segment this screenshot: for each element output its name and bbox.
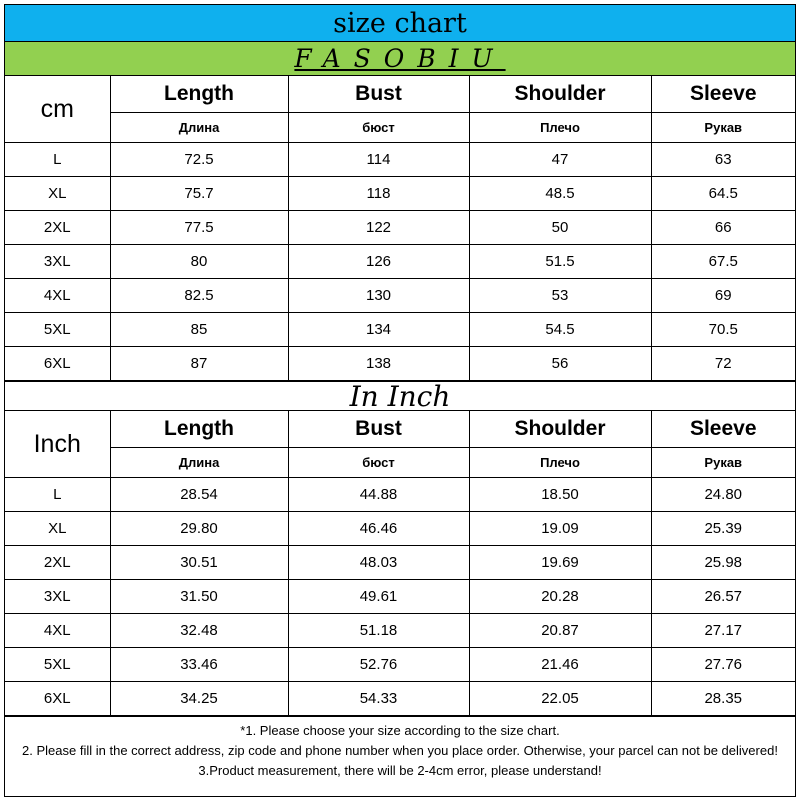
table-row xyxy=(5,614,795,648)
col-header-sleeve-ru: Рукав xyxy=(651,113,795,143)
table-row xyxy=(5,177,795,211)
length-value: 75.7 xyxy=(110,177,288,211)
length-value: 28.54 xyxy=(110,478,288,512)
unit-label-cm: cm xyxy=(5,76,110,143)
sleeve-value: 25.39 xyxy=(651,512,795,546)
sleeve-value: 24.80 xyxy=(651,478,795,512)
shoulder-value: 18.50 xyxy=(469,478,651,512)
bust-value: 54.33 xyxy=(288,682,469,716)
length-value: 72.5 xyxy=(110,143,288,177)
inch-size-table xyxy=(5,411,795,716)
length-value: 82.5 xyxy=(110,279,288,313)
length-value: 80 xyxy=(110,245,288,279)
bust-value: 118 xyxy=(288,177,469,211)
length-value: 29.80 xyxy=(110,512,288,546)
col-header-length: Length xyxy=(110,411,288,448)
size-label: 3XL xyxy=(5,245,110,279)
table-row xyxy=(5,478,795,512)
length-value: 34.25 xyxy=(110,682,288,716)
bust-value: 48.03 xyxy=(288,546,469,580)
bust-value: 52.76 xyxy=(288,648,469,682)
sleeve-value: 27.76 xyxy=(651,648,795,682)
size-label: XL xyxy=(5,177,110,211)
shoulder-value: 51.5 xyxy=(469,245,651,279)
table-row xyxy=(5,546,795,580)
size-label: 5XL xyxy=(5,313,110,347)
table-row xyxy=(5,347,795,381)
shoulder-value: 47 xyxy=(469,143,651,177)
col-header-length-ru: Длина xyxy=(110,448,288,478)
inch-section-title: In Inch xyxy=(5,381,795,411)
col-header-length-ru: Длина xyxy=(110,113,288,143)
length-value: 87 xyxy=(110,347,288,381)
shoulder-value: 56 xyxy=(469,347,651,381)
length-value: 77.5 xyxy=(110,211,288,245)
table-row xyxy=(5,682,795,716)
shoulder-value: 53 xyxy=(469,279,651,313)
size-label: 6XL xyxy=(5,682,110,716)
cm-size-table xyxy=(5,76,795,381)
table-row xyxy=(5,512,795,546)
sleeve-value: 27.17 xyxy=(651,614,795,648)
size-label: 2XL xyxy=(5,546,110,580)
col-header-shoulder: Shoulder xyxy=(469,411,651,448)
col-header-sleeve: Sleeve xyxy=(651,411,795,448)
shoulder-value: 20.28 xyxy=(469,580,651,614)
col-header-shoulder-ru: Плечо xyxy=(469,448,651,478)
shoulder-value: 48.5 xyxy=(469,177,651,211)
brand-name: FASOBIU xyxy=(5,42,795,76)
sleeve-value: 28.35 xyxy=(651,682,795,716)
shoulder-value: 22.05 xyxy=(469,682,651,716)
col-header-bust-ru: бюст xyxy=(288,448,469,478)
note-item: 3.Product measurement, there will be 2-4cm error, please understand! xyxy=(198,763,602,778)
col-header-sleeve-ru: Рукав xyxy=(651,448,795,478)
bust-value: 130 xyxy=(288,279,469,313)
bust-value: 134 xyxy=(288,313,469,347)
bust-value: 49.61 xyxy=(288,580,469,614)
length-value: 32.48 xyxy=(110,614,288,648)
size-label: 4XL xyxy=(5,614,110,648)
table-row xyxy=(5,313,795,347)
size-label: L xyxy=(5,478,110,512)
table-row xyxy=(5,245,795,279)
sleeve-value: 25.98 xyxy=(651,546,795,580)
sleeve-value: 72 xyxy=(651,347,795,381)
size-label: L xyxy=(5,143,110,177)
length-value: 85 xyxy=(110,313,288,347)
sleeve-value: 63 xyxy=(651,143,795,177)
sleeve-value: 64.5 xyxy=(651,177,795,211)
note-item: *1. Please choose your size according to the size chart. xyxy=(240,723,560,738)
col-header-bust-ru: бюст xyxy=(288,113,469,143)
col-header-bust: Bust xyxy=(288,411,469,448)
table-row xyxy=(5,580,795,614)
size-label: 4XL xyxy=(5,279,110,313)
table-row xyxy=(5,143,795,177)
size-chart xyxy=(4,4,796,797)
col-header-length: Length xyxy=(110,76,288,113)
shoulder-value: 19.09 xyxy=(469,512,651,546)
col-header-shoulder: Shoulder xyxy=(469,76,651,113)
unit-label-inch: Inch xyxy=(5,411,110,478)
table-row xyxy=(5,279,795,313)
bust-value: 46.46 xyxy=(288,512,469,546)
sleeve-value: 69 xyxy=(651,279,795,313)
bust-value: 44.88 xyxy=(288,478,469,512)
sleeve-value: 66 xyxy=(651,211,795,245)
shoulder-value: 21.46 xyxy=(469,648,651,682)
sleeve-value: 26.57 xyxy=(651,580,795,614)
shoulder-value: 50 xyxy=(469,211,651,245)
bust-value: 114 xyxy=(288,143,469,177)
shoulder-value: 20.87 xyxy=(469,614,651,648)
col-header-shoulder-ru: Плечо xyxy=(469,113,651,143)
sleeve-value: 67.5 xyxy=(651,245,795,279)
length-value: 30.51 xyxy=(110,546,288,580)
table-row xyxy=(5,648,795,682)
bust-value: 122 xyxy=(288,211,469,245)
bust-value: 51.18 xyxy=(288,614,469,648)
col-header-bust: Bust xyxy=(288,76,469,113)
table-row xyxy=(5,211,795,245)
size-label: 3XL xyxy=(5,580,110,614)
length-value: 33.46 xyxy=(110,648,288,682)
notes-section xyxy=(5,716,795,781)
bust-value: 138 xyxy=(288,347,469,381)
length-value: 31.50 xyxy=(110,580,288,614)
size-label: XL xyxy=(5,512,110,546)
bust-value: 126 xyxy=(288,245,469,279)
chart-title: size chart xyxy=(5,5,795,42)
shoulder-value: 54.5 xyxy=(469,313,651,347)
size-label: 5XL xyxy=(5,648,110,682)
size-label: 2XL xyxy=(5,211,110,245)
size-label: 6XL xyxy=(5,347,110,381)
note-item: 2. Please fill in the correct address, zip code and phone number when you place order. Otherwise, your parcel can not be delivered! xyxy=(22,743,778,758)
sleeve-value: 70.5 xyxy=(651,313,795,347)
col-header-sleeve: Sleeve xyxy=(651,76,795,113)
shoulder-value: 19.69 xyxy=(469,546,651,580)
